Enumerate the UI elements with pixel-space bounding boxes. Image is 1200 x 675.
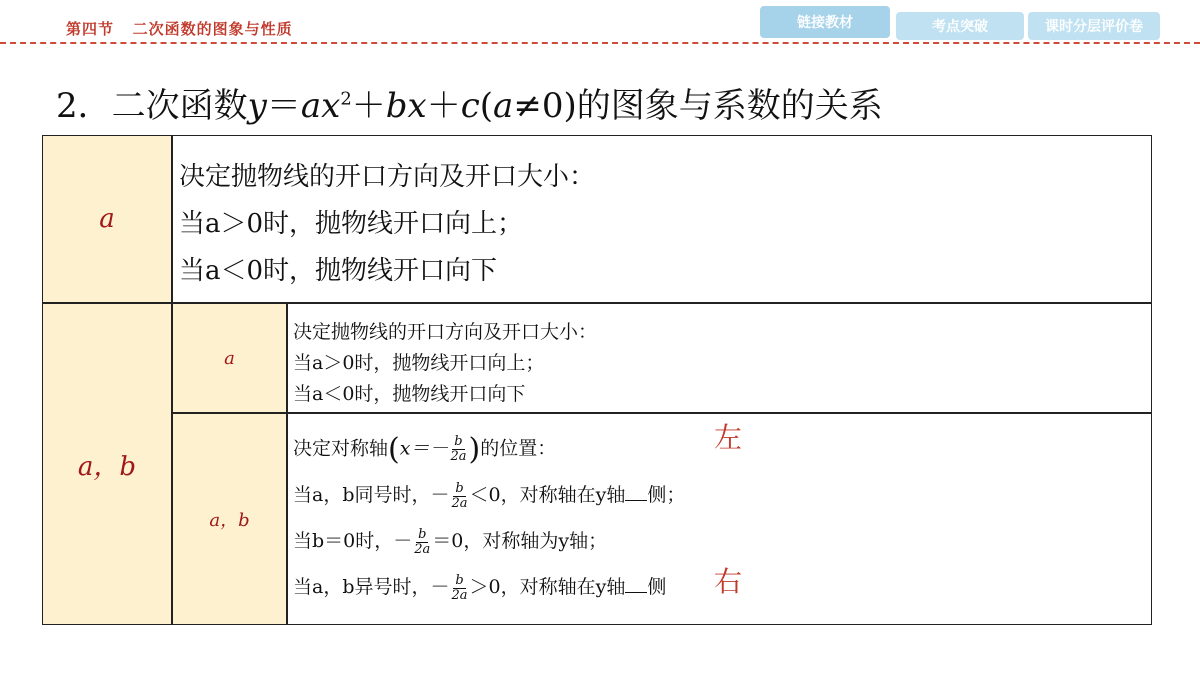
text-line: 决定对称轴(x＝－ $\frac{b}{2a}$ )的位置： bbox=[293, 432, 557, 467]
text-line: 决定抛物线的开口方向及开口大小： bbox=[179, 162, 596, 192]
text-line: 决定抛物线的开口方向及开口大小： bbox=[293, 321, 598, 343]
section-title: 第四节 二次函数的图象与性质 bbox=[66, 20, 293, 38]
text-line: 当a＜0时，抛物线开口向下 bbox=[179, 256, 498, 286]
inner-label-ab: a，b bbox=[173, 414, 286, 624]
text-line: 当a，b同号时，－ $\frac{b}{2a}$ ＜0，对称轴在y轴 侧； bbox=[293, 480, 686, 511]
fraction: $\frac{b}{2a}$ bbox=[414, 526, 431, 557]
answer-blank bbox=[625, 482, 647, 501]
answer-blank bbox=[625, 574, 647, 593]
nav-button-evaluation[interactable]: 课时分层评价卷 bbox=[1028, 12, 1160, 40]
row-label-a: a bbox=[43, 136, 171, 302]
row-label-ab: a，b bbox=[43, 304, 171, 624]
answer-right: 右 bbox=[714, 565, 743, 598]
fraction: $\frac{b}{2a}$ bbox=[451, 572, 468, 603]
divider bbox=[171, 412, 1151, 414]
answer-left: 左 bbox=[714, 421, 743, 454]
row-content-a bbox=[179, 154, 1139, 295]
header-divider bbox=[0, 42, 1200, 44]
text-line: 当a，b异号时，－ $\frac{b}{2a}$ ＞0，对称轴在y轴 侧 bbox=[293, 572, 667, 603]
nav-button-key-points[interactable]: 考点突破 bbox=[896, 12, 1024, 40]
text-line: 当a＞0时，抛物线开口向上； bbox=[179, 209, 524, 239]
relation-table bbox=[42, 135, 1152, 625]
header bbox=[0, 0, 1200, 44]
text-line: 当a＜0时，抛物线开口向下 bbox=[293, 383, 526, 405]
page-title: 2．二次函数$y=ax^2+bx+c(a\ne 0)$的图象与系数的关系 bbox=[56, 86, 883, 126]
inner-label-a: a bbox=[173, 304, 286, 412]
text-line: 当a＞0时，抛物线开口向上； bbox=[293, 352, 545, 374]
inner-content-a bbox=[293, 317, 1143, 410]
nav-button-link-textbook[interactable]: 链接教材 bbox=[760, 6, 890, 38]
text-line: 当b＝0时，－ $\frac{b}{2a}$ ＝0，对称轴为y轴； bbox=[293, 526, 608, 557]
fraction: $\frac{b}{2a}$ bbox=[450, 434, 467, 464]
divider bbox=[286, 302, 288, 624]
fraction: $\frac{b}{2a}$ bbox=[451, 480, 468, 511]
